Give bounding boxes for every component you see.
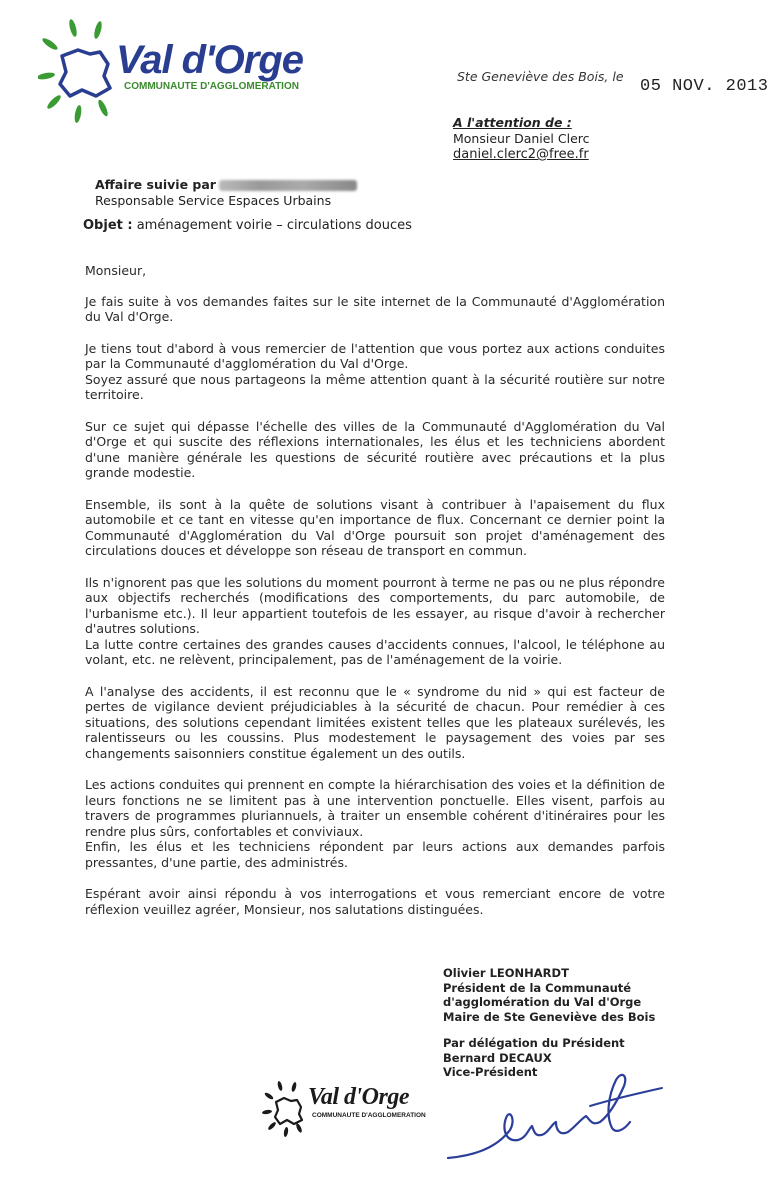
stamp-title: Val d'Orge (308, 1084, 410, 1110)
signatory-title: d'agglomération du Val d'Orge (443, 995, 642, 1009)
letter-body (85, 263, 665, 933)
case-officer-label: Affaire suivie par (95, 177, 216, 192)
signatory-title: Maire de Ste Geneviève des Bois (443, 1009, 656, 1024)
delegate-name: Bernard DECAUX (443, 1050, 552, 1065)
recipient-block (453, 115, 590, 163)
paragraph: Ensemble, ils sont à la quête de solutions visant à contribuer à l'apaisement du flux automobile et ce tant en vitesse qu'en importance de flux. Concernant ce dernier point la Communauté d'Agglomération du Val d'Orge poursuit son projet d'aménagement des circulations douces et développe son réseau de transport en commun. (85, 496, 665, 558)
logo-tagline: COMMUNAUTE D'AGGLOMERATION (124, 81, 299, 92)
case-officer-block (95, 177, 357, 209)
case-officer-role: Responsable Service Espaces Urbains (95, 193, 332, 208)
paragraph: A l'analyse des accidents, il est reconnu que le « syndrome du nid » qui est facteur de pertes de vigilance devient préjudiciables à la sécurité de chacun. Pour remédier à ces situations, des solutions cependant limitées existent telles que les plateaux surélevés, les ralentisseurs ou les coussins. Plus modestement le paysagement des voies par ses changements saisonniers constitue également un des outils. (85, 683, 665, 761)
handwritten-signature (440, 1060, 670, 1170)
footer-stamp-logo (262, 1078, 442, 1138)
paragraph: Sur ce sujet qui dépasse l'échelle des villes de la Communauté d'Agglomération du Val d'Orge et qui suscite des réflexions internationales, les élus et les techniciens abordent d'une manière générale les questions de sécurité routière avec précautions et la plus grande modestie. (85, 418, 665, 480)
logo-emblem-icon (38, 16, 128, 126)
paragraph: Les actions conduites qui prennent en compte la hiérarchisation des voies et la définition de leurs fonctions ne se limitent pas à une intervention ponctuelle. Elles visent, parfois au travers de programmes pluriannuels, à traiter un ensemble cohérent d'itinéraires pour les rendre plus sûrs, confortables et conviviaux. Enfin, les élus et les techniciens répondent par leurs actions aux demandes parfois pressantes, d'une partie, des administrés. (85, 777, 665, 870)
subject-line (83, 218, 412, 233)
date-stamp: 05 NOV. 2013 (640, 77, 769, 96)
paragraph: Je tiens tout d'abord à vous remercier de l'attention que vous portez aux actions conduites par la Communauté d'agglomération du Val d'Orge. Soyez assuré que nous partageons la même attention quant à la sécurité routière sur notre territoire. (85, 340, 665, 402)
paragraph: Ils n'ignorent pas que les solutions du moment pourront à terme ne pas ou ne plus répondre aux objectifs recherchés (modifications des comportements, du parc automobile, de l'urbanisme etc.). Il leur appartient toutefois de les essayer, au risque d'avoir à rechercher d'autres solutions. La lutte contre certaines des grandes causes d'accidents connues, l'alcool, le téléphone au volant, etc. ne relèvent, principalement, pas de l'aménagement de la voirie. (85, 574, 665, 667)
stamp-tagline: COMMUNAUTE D'AGGLOMERATION (312, 1112, 426, 1119)
logo-title: Val d'Orge (116, 38, 303, 82)
subject-label: Objet : (83, 218, 133, 233)
salutation: Monsieur, (85, 263, 147, 278)
signatory-name: Olivier LEONHARDT (443, 966, 569, 980)
letter-place: Ste Geneviève des Bois, le (457, 69, 624, 84)
subject-text: aménagement voirie – circulations douces (136, 218, 412, 233)
redacted-name (219, 180, 357, 191)
stamp-emblem-icon (262, 1078, 310, 1138)
signatory-title: Président de la Communauté (443, 980, 632, 995)
delegation-line: Par délégation du Président (443, 1036, 625, 1050)
recipient-email: daniel.clerc2@free.fr (453, 147, 589, 162)
delegate-title: Vice-Président (443, 1065, 538, 1079)
val-dorge-logo (38, 16, 338, 126)
recipient-label: A l'attention de : (453, 115, 572, 130)
recipient-name: Monsieur Daniel Clerc (453, 131, 590, 146)
paragraph: Je fais suite à vos demandes faites sur le site internet de la Communauté d'Agglomération du Val d'Orge. (85, 293, 665, 324)
closing-paragraph: Espérant avoir ainsi répondu à vos interrogations et vous remerciant encore de votre réflexion veuillez agréer, Monsieur, nos salutations distinguées. (85, 886, 665, 917)
